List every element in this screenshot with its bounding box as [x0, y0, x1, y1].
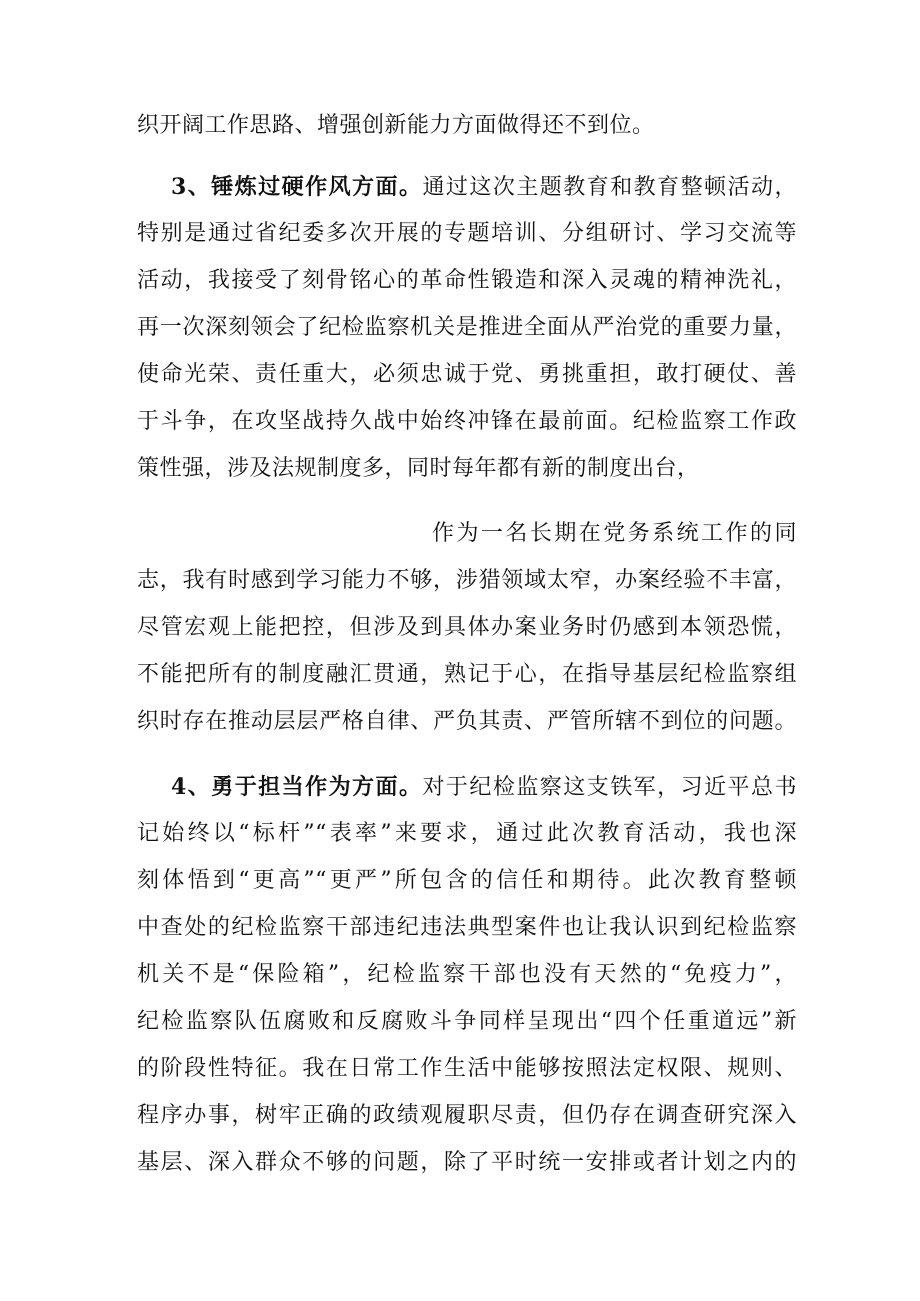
- text-line: 活动，我接受了刻骨铭心的革命性锻造和深入灵魂的精神洗礼，: [137, 268, 797, 293]
- text-line: 基层、深入群众不够的问题，除了平时统一安排或者计划之内的: [137, 1150, 797, 1175]
- text-line: 通过这次主题教育和教育整顿活动，: [422, 175, 797, 200]
- text-line: 于斗争，在攻坚战持久战中始终冲锋在最前面。纪检监察工作政: [137, 409, 797, 434]
- text-line: 不能把所有的制度融汇贯通，熟记于心，在指导基层纪检监察组: [137, 662, 797, 687]
- text-line: 作为一名长期在党务系统工作的同: [432, 521, 797, 546]
- section-heading: 4、勇于担当作为方面。: [171, 774, 423, 800]
- text-line: 尽管宏观上能把控，但涉及到具体办案业务时仍感到本领恐慌，: [137, 615, 797, 640]
- text-line: 策性强，涉及法规制度多，同时每年都有新的制度出台，: [137, 456, 700, 481]
- text-line: 织开阔工作思路、增强创新能力方面做得还不到位。: [137, 113, 655, 138]
- text-line: 织时存在推动层层严格自律、严负其责、严管所辖不到位的问题。: [137, 709, 797, 734]
- text-line: 纪检监察队伍腐败和反腐败斗争同样呈现出“四个任重道远”新: [137, 1009, 797, 1034]
- paragraph-heading-line: [171, 768, 797, 806]
- text-line: 使命光荣、责任重大，必须忠诚于党、勇挑重担，敢打硬仗、善: [137, 362, 797, 387]
- text-line: 志，我有时感到学习能力不够，涉猎领域太窄，办案经验不丰富，: [137, 568, 797, 593]
- text-line: 刻体悟到“更高”“更严”所包含的信任和期待。此次教育整顿: [137, 868, 797, 893]
- section-heading: 3、锤炼过硬作风方面。: [171, 174, 423, 200]
- text-line: 程序办事，树牢正确的政绩观履职尽责，但仍存在调查研究深入: [137, 1103, 797, 1128]
- text-line: 特别是通过省纪委多次开展的专题培训、分组研讨、学习交流等: [137, 221, 797, 246]
- text-line: 再一次深刻领会了纪检监察机关是推进全面从严治党的重要力量，: [137, 315, 797, 340]
- text-line: 机关不是“保险箱”，纪检监察干部也没有天然的“免疫力”，: [137, 962, 797, 987]
- text-line: 的阶段性特征。我在日常工作生活中能够按照法定权限、规则、: [137, 1056, 797, 1081]
- text-line: 中查处的纪检监察干部违纪违法典型案件也让我认识到纪检监察: [137, 915, 797, 940]
- text-line: 记始终以“标杆”“表率”来要求，通过此次教育活动，我也深: [137, 821, 797, 846]
- paragraph-heading-line: [171, 168, 797, 206]
- text-line: 对于纪检监察这支铁军，习近平总书: [422, 775, 797, 800]
